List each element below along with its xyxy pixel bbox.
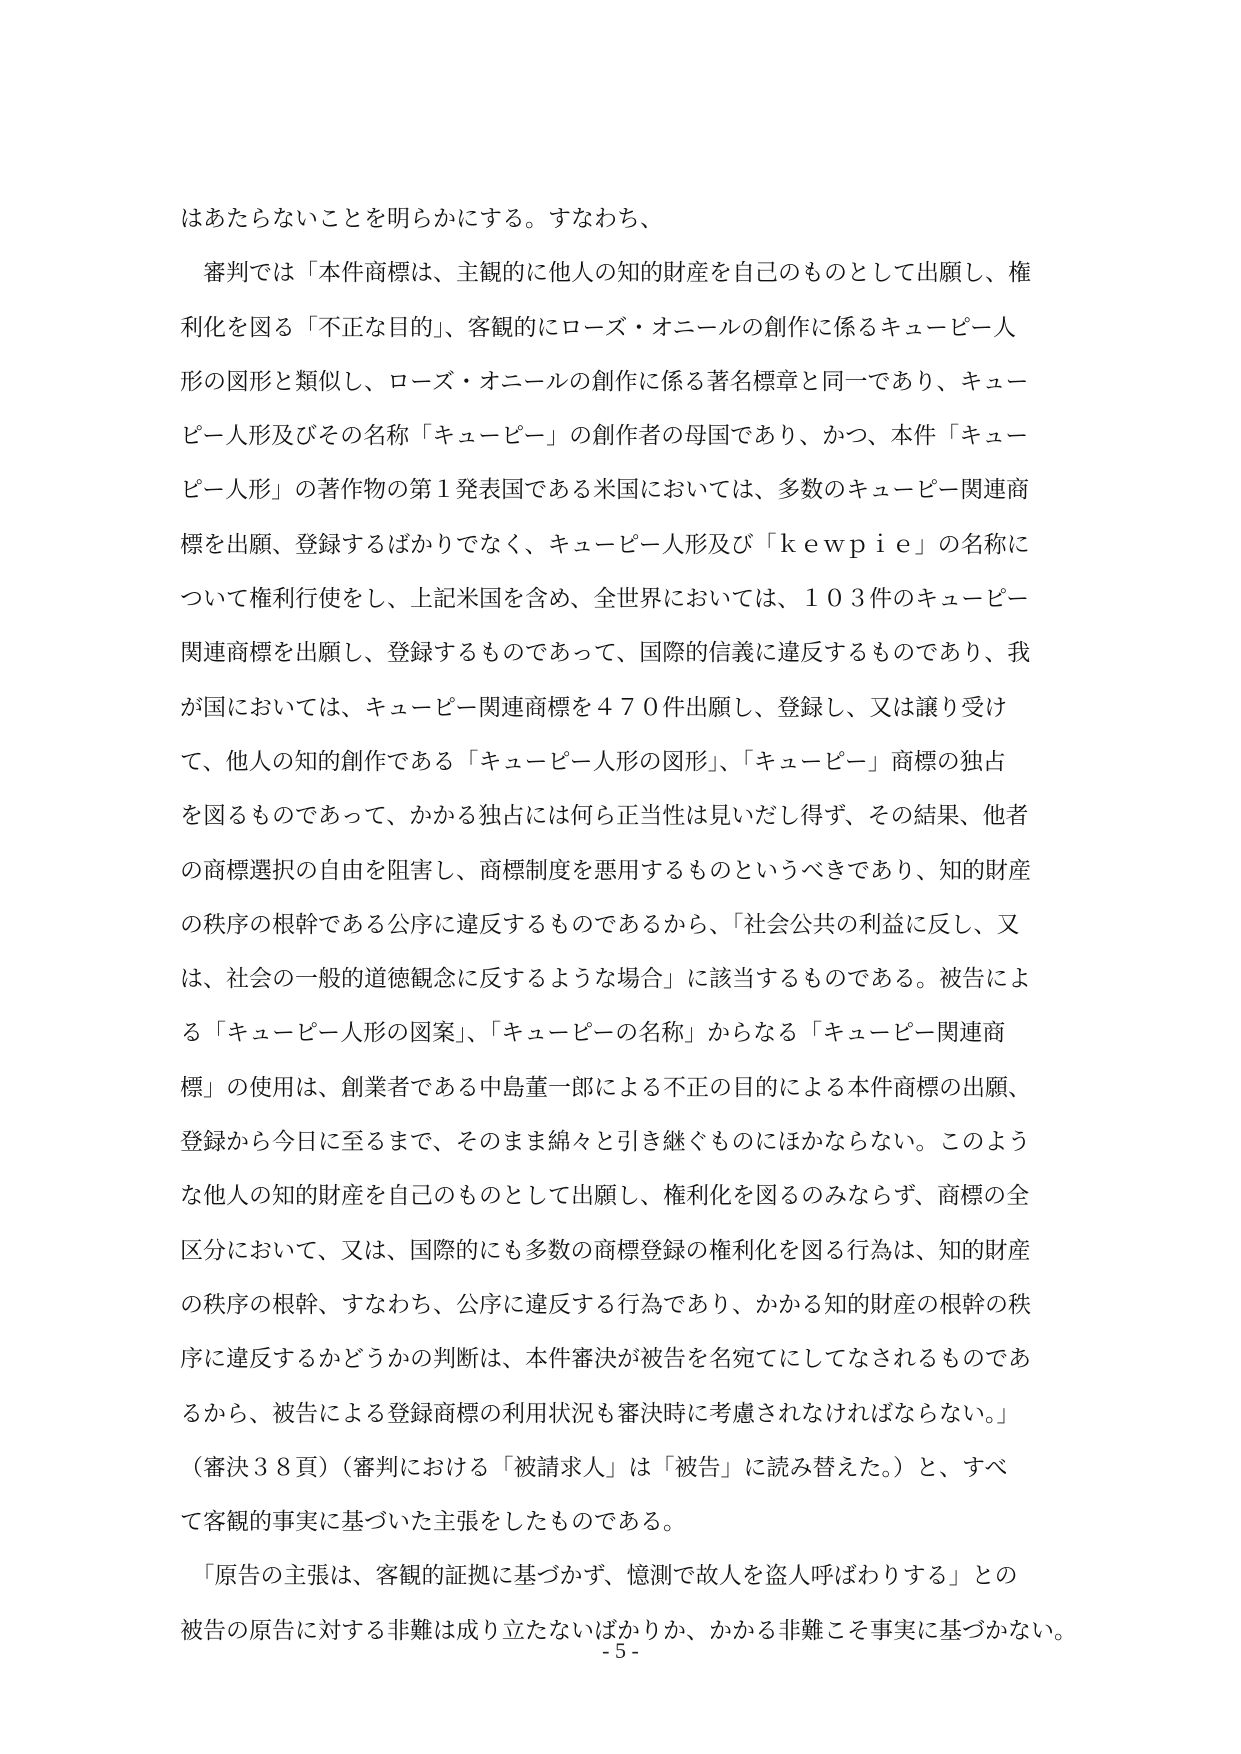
text-line: 「原告の主張は、客観的証拠に基づかず、憶測で故人を盗人呼ばわりする」との bbox=[180, 1563, 1018, 1590]
page-number: - 5 - bbox=[602, 1638, 639, 1663]
text-line: の秩序の根幹、すなわち、公序に違反する行為であり、かかる知的財産の根幹の秩 bbox=[180, 1291, 1031, 1318]
text-line: は、社会の一般的道徳観念に反するような場合」に該当するものである。被告によ bbox=[180, 966, 1031, 993]
text-line: て、他人の知的創作である「キューピー人形の図形」、「キューピー」商標の独占 bbox=[180, 748, 1006, 775]
text-line: の秩序の根幹である公序に違反するものであるから、「社会公共の利益に反し、又 bbox=[180, 911, 1020, 938]
text-line: ついて権利行使をし、上記米国を含め、全世界においては、１０３件のキューピー bbox=[180, 586, 1030, 613]
text-line: な他人の知的財産を自己のものとして出願し、権利化を図るのみならず、商標の全 bbox=[180, 1183, 1030, 1210]
text-line: 形の図形と類似し、ローズ・オニールの創作に係る著名標章と同一であり、キュー bbox=[180, 368, 1029, 395]
text-line: るから、被告による登録商標の利用状況も審決時に考慮されなければならない。」 bbox=[180, 1400, 1020, 1427]
text-line: の商標選択の自由を阻害し、商標制度を悪用するものというべきであり、知的財産 bbox=[180, 857, 1031, 884]
body-text bbox=[180, 192, 1120, 1658]
text-line: 利化を図る「不正な目的」、客観的にローズ・オニールの創作に係るキューピー人 bbox=[180, 314, 1017, 341]
text-line: 被告の原告に対する非難は成り立たないばかりか、かかる非難こそ事実に基づかない。 bbox=[180, 1617, 1077, 1644]
text-line: 関連商標を出願し、登録するものであって、国際的信義に違反するものであり、我 bbox=[180, 640, 1031, 667]
text-line: ピー人形及びその名称「キューピー」の創作者の母国であり、かつ、本件「キュー bbox=[180, 423, 1029, 450]
text-line: 標を出願、登録するばかりでなく、キューピー人形及び「ｋｅｗｐｉｅ」の名称に bbox=[180, 531, 1030, 558]
text-line: を図るものであって、かかる独占には何ら正当性は見いだし得ず、その結果、他者 bbox=[180, 803, 1029, 830]
text-line: 序に違反するかどうかの判断は、本件審決が被告を名宛てにしてなされるものであ bbox=[180, 1346, 1031, 1373]
text-line: はあたらないことを明らかにする。すなわち、 bbox=[180, 206, 663, 232]
text-line: ピー人形」の著作物の第１発表国である米国においては、多数のキューピー関連商 bbox=[180, 477, 1030, 504]
text-line: 審判では「本件商標は、主観的に他人の知的財産を自己のものとして出願し、権 bbox=[180, 260, 1031, 287]
text-line: 標」の使用は、創業者である中島董一郎による不正の目的による本件商標の出願、 bbox=[180, 1074, 1031, 1101]
text-line: 区分において、又は、国際的にも多数の商標登録の権利化を図る行為は、知的財産 bbox=[180, 1237, 1031, 1264]
text-line: 登録から今日に至るまで、そのまま綿々と引き継ぐものにほかならない。このよう bbox=[180, 1129, 1031, 1156]
text-line: （審決３８頁）（審判における「被請求人」は「被告」に読み替えた。）と、すべ bbox=[180, 1454, 1008, 1481]
text-line: る「キューピー人形の図案」、「キューピーの名称」からなる「キューピー関連商 bbox=[180, 1020, 1006, 1047]
text-line: が国においては、キューピー関連商標を４７０件出願し、登録し、又は譲り受け bbox=[180, 694, 1008, 721]
text-line: て客観的事実に基づいた主張をしたものである。 bbox=[180, 1509, 686, 1536]
